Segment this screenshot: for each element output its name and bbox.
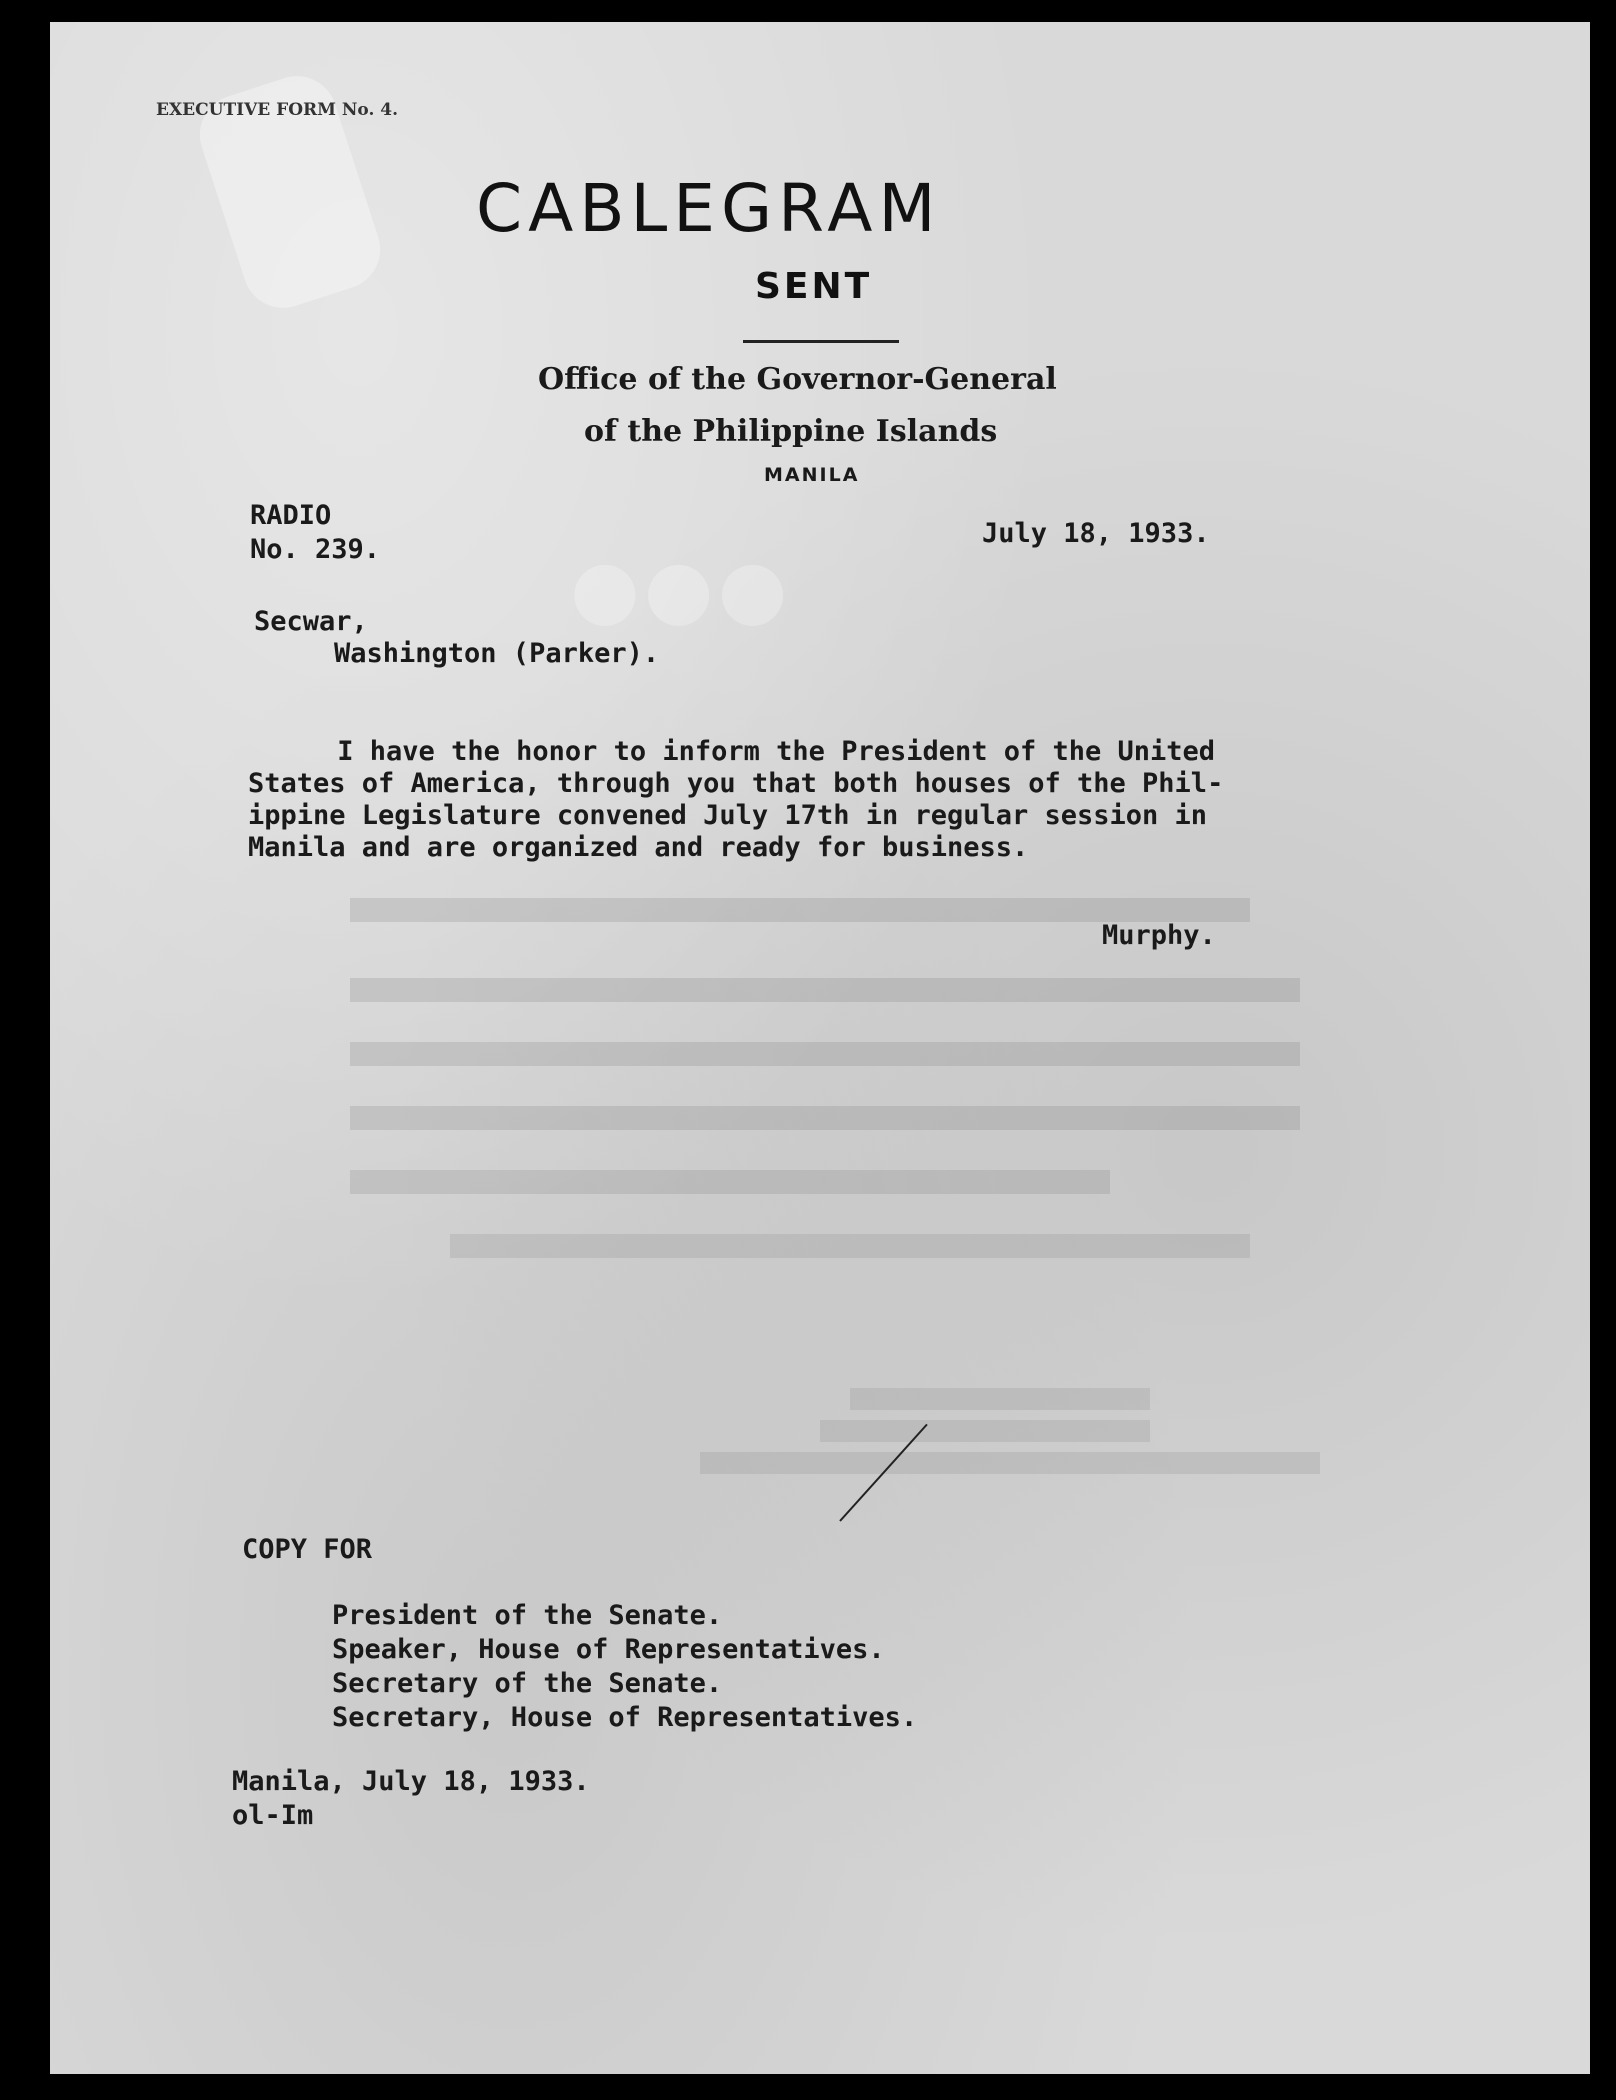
office-line-2: of the Philippine Islands bbox=[584, 414, 998, 449]
body-line: States of America, through you that both houses of the Phil- bbox=[248, 768, 1224, 799]
addressee: Secwar, bbox=[254, 606, 368, 637]
body-line: ippine Legislature convened July 17th in regular session in bbox=[248, 800, 1208, 831]
form-number: EXECUTIVE FORM No. 4. bbox=[156, 100, 399, 120]
radio-label: RADIO bbox=[250, 500, 332, 531]
copy-heading: COPY FOR bbox=[242, 1534, 373, 1565]
document-page bbox=[50, 22, 1590, 2074]
footer-reference: ol-Im bbox=[232, 1800, 314, 1831]
cable-date: July 18, 1933. bbox=[982, 518, 1210, 549]
office-line-1: Office of the Governor-General bbox=[538, 362, 1057, 397]
list-item: Secretary of the Senate. bbox=[332, 1668, 723, 1699]
list-item: Secretary, House of Representatives. bbox=[332, 1702, 918, 1733]
radio-number: No. 239. bbox=[250, 534, 381, 565]
addressee-location: Washington (Parker). bbox=[334, 638, 660, 669]
title-rule bbox=[743, 340, 899, 343]
office-city: MANILA bbox=[764, 464, 860, 486]
document-subtitle: SENT bbox=[755, 266, 873, 307]
list-item: Speaker, House of Representatives. bbox=[332, 1634, 885, 1665]
body-line: I have the honor to inform the President of the United bbox=[256, 736, 1216, 767]
faint-stamp: ●●● bbox=[570, 542, 792, 635]
signature: Murphy. bbox=[1102, 920, 1216, 951]
body-line: Manila and are organized and ready for business. bbox=[248, 832, 1029, 863]
footer-place-date: Manila, July 18, 1933. bbox=[232, 1766, 590, 1797]
list-item: President of the Senate. bbox=[332, 1600, 723, 1631]
document-title: CABLEGRAM bbox=[476, 170, 942, 247]
